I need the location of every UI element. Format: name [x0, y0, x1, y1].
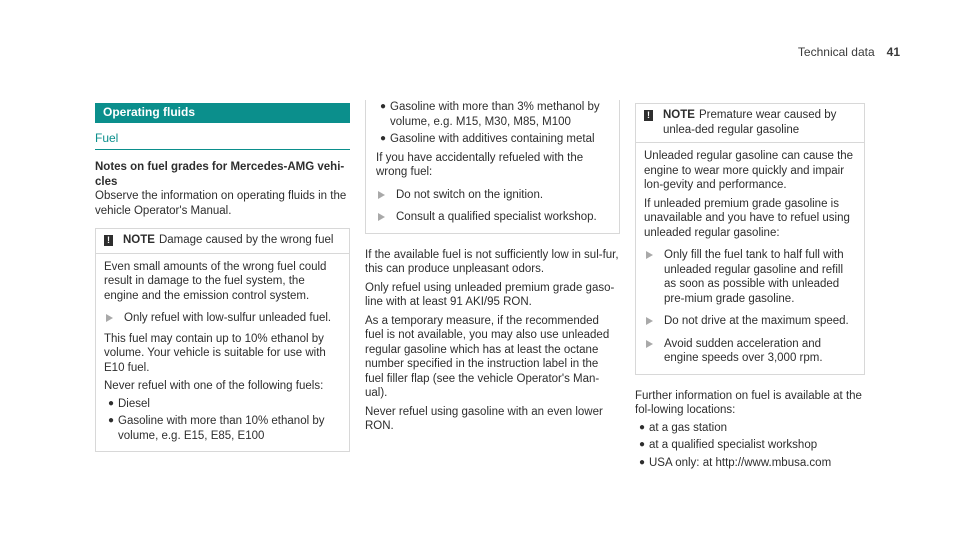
- note-text: If unleaded premium grade gasoline is unavailable and you have to refuel using unleaded regular gasoline:: [644, 197, 850, 239]
- list-item: ● Diesel: [108, 397, 150, 410]
- note-text: Even small amounts of the wrong fuel could result in damage to the fuel system, the engine and the emission control system.: [104, 260, 327, 302]
- step-item: Do not drive at the maximum speed.: [644, 314, 856, 329]
- step-item: [104, 311, 341, 326]
- list-item: ● Gasoline with additives containing metal: [380, 133, 595, 145]
- list-item: ● at a gas station: [639, 421, 727, 434]
- note-body: [96, 254, 349, 452]
- bullet-icon: ●: [639, 421, 646, 433]
- column-1: [95, 103, 350, 452]
- note-header: [636, 104, 864, 143]
- note-title: Damage caused by the wrong fuel: [158, 234, 334, 246]
- arrow-icon: [378, 213, 385, 221]
- paragraph: Only refuel using unleaded premium grade gaso-line with at least 91 AKI/95 RON.: [365, 281, 615, 308]
- bullet-icon: ●: [639, 439, 646, 450]
- paragraph: As a temporary measure, if the recommended fuel is not available, you may also use unleaded regular gasoline which has at least the octane number specified in the instruction label in the fuel filler flap (see the vehicle Operator's Man-ual).: [365, 314, 610, 399]
- step-item: Do not switch on the ignition.: [376, 188, 609, 203]
- note-label: NOTE: [123, 234, 155, 246]
- paragraph: Never refuel using gasoline with an even lower RON.: [365, 405, 603, 432]
- section-title: Operating fluids: [95, 103, 350, 123]
- bullet-icon: ●: [380, 101, 387, 112]
- warning-icon: !: [104, 235, 113, 246]
- step-text: Only refuel with low-sulfur unleaded fuel.: [124, 312, 332, 324]
- page-header: [798, 45, 900, 60]
- list-item: ● USA only: at http://www.mbusa.com: [639, 456, 832, 469]
- arrow-icon: [646, 317, 653, 325]
- step-item: Consult a qualified specialist workshop.: [376, 210, 609, 225]
- note-body: [636, 143, 864, 374]
- list-item: ● at a qualified specialist workshop: [639, 439, 818, 451]
- bullet-icon: ●: [108, 397, 115, 409]
- list-item: ● Gasoline with more than 3% methanol by volume, e.g. M15, M30, M85, M100: [380, 101, 600, 128]
- bullet-icon: ●: [639, 456, 646, 468]
- bullet-icon: ●: [380, 133, 387, 144]
- arrow-icon: [106, 314, 113, 322]
- page-number: 41: [886, 45, 900, 59]
- note-title: Premature wear caused by unlea-ded regular gasoline: [663, 109, 837, 136]
- step-item: Avoid sudden acceleration and engine speeds over 3,000 rpm.: [644, 337, 856, 366]
- note-text: Unleaded regular gasoline can cause the engine to wear more quickly and impair lon-gevity and performance.: [644, 150, 854, 191]
- warning-icon: !: [644, 110, 653, 121]
- arrow-icon: [646, 340, 653, 348]
- never-text: Never refuel with one of the following fuels:: [104, 380, 324, 392]
- note-box: [95, 228, 350, 452]
- notes-heading: Notes on fuel grades for Mercedes-AMG vehi-cles: [95, 161, 345, 188]
- subsection-title: Fuel: [95, 131, 350, 151]
- step-item: Only fill the fuel tank to half full with unleaded regular gasoline and refill as soon as possible with unleaded pre-mium grade gasoline.: [644, 248, 856, 306]
- section-label: Technical data: [797, 45, 875, 59]
- arrow-icon: [646, 251, 653, 259]
- arrow-icon: [378, 191, 385, 199]
- ethanol-text: This fuel may contain up to 10% ethanol by volume. Your vehicle is suitable for use with E10 fuel.: [104, 332, 326, 374]
- continued-note-box: [365, 100, 620, 234]
- column-2: [365, 97, 620, 434]
- accident-text: If you have accidentally refueled with the wrong fuel:: [376, 151, 584, 178]
- note-header: [96, 229, 349, 254]
- notes-text: Observe the information on operating fluids in the vehicle Operator's Manual.: [95, 190, 347, 217]
- note-label: NOTE: [663, 109, 695, 121]
- bullet-icon: ●: [108, 415, 115, 426]
- list-item: ● Gasoline with more than 10% ethanol by volume, e.g. E15, E85, E100: [108, 415, 325, 442]
- further-info-text: Further information on fuel is available at the fol-lowing locations:: [635, 389, 862, 416]
- note-box: [635, 103, 865, 375]
- column-3: [635, 103, 865, 470]
- paragraph: If the available fuel is not sufficiently low in sul-fur, this can produce unpleasant odors.: [365, 248, 619, 275]
